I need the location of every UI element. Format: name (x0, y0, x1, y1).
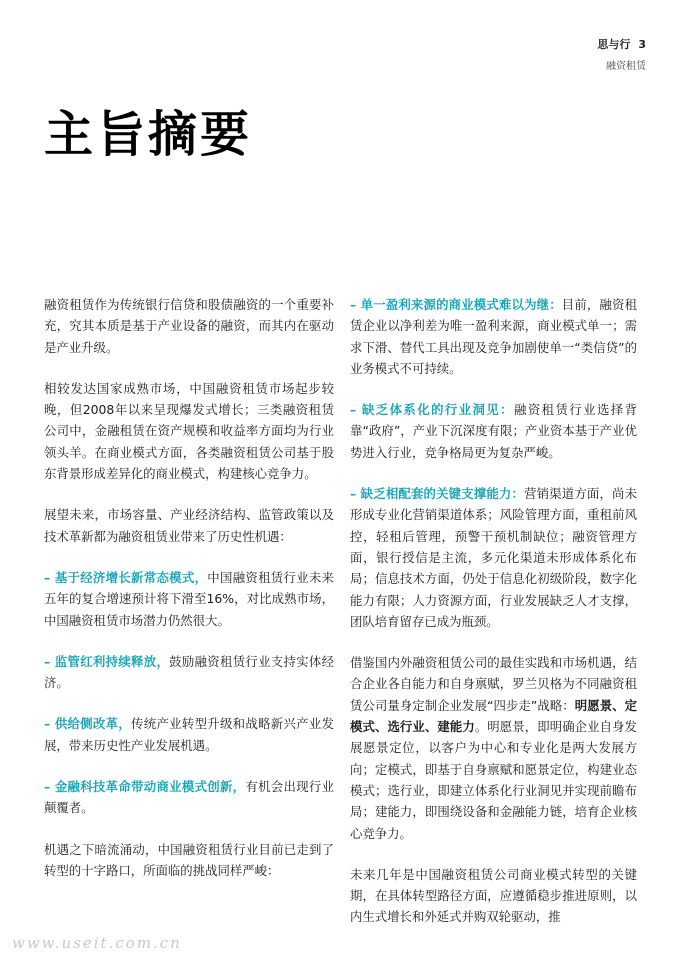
paragraph-intro: 融资租赁作为传统银行信贷和股债融资的一个重要补充，究其本质是基于产业设备的融资，而其内在驱动是产业升级。 (44, 297, 334, 355)
header-section: 思与行 (597, 38, 631, 51)
four-steps-emphasis: 明愿景、定模式、选行业、建能力 (350, 697, 638, 735)
paragraph-market: 相较发达国家成熟市场，中国融资租赁市场起步较晚，但2008年以来呈现爆发式增长；三类融资租赁公司中，金融租赁在资产规模和收益率方面均为行业领头羊。在商业模式方面，各类融资租赁公司基于股东背景形成差异化的商业模式，构建核心竞争力。 (44, 380, 334, 482)
bullet-text: 营销渠道方面，尚未形成专业化营销渠道体系；风险管理方面，重租前风控，轻租后管理，预警干预机制缺位；融资管理方面，银行授信是主流，多元化渠道未形成体系化布局；信息技术方面，仍处于信息化初级阶段，数字化能力有限；人力资源方面，行业发展缺乏人才支撑，团队培育留存已成为瓶颈。 (350, 486, 638, 629)
bullet-industry-insight (350, 399, 637, 463)
bullet-single-profit (350, 294, 637, 379)
four-steps-intro: 借鉴国内外融资租赁公司的最佳实践和市场机遇，结合企业各自能力和自身禀赋，罗兰贝格为不同融资租赁公司量身定制企业发展“四步走”战略： (350, 655, 637, 713)
bullet-capabilities (350, 483, 637, 632)
bullet-title: – 缺乏体系化的行业洞见： (350, 402, 515, 418)
bullet-text: 有机会出现行业颠覆者。 (44, 779, 335, 816)
header-section-line (597, 36, 646, 52)
bullet-economic-growth (44, 567, 334, 631)
bullet-regulatory (44, 651, 334, 694)
running-header (597, 36, 646, 72)
bullet-text: 鼓励融资租赁行业支持实体经济。 (44, 653, 335, 691)
bullet-title: – 单一盈利来源的商业模式难以为继： (350, 297, 562, 312)
bullet-title: – 金融科技革命带动商业模式创新， (44, 779, 246, 795)
watermark: www.useit.com.cn (12, 934, 182, 952)
paragraph-outlook: 展望未来，市场容量、产业经济结构、监管政策以及技术革新都为融资租赁业带来了历史性机遇： (44, 507, 334, 544)
bullet-text: 中国融资租赁行业未来五年的复合增速预计将下滑至16%，对比成熟市场，中国融资租赁市场潜力仍然很大。 (44, 569, 335, 628)
bullet-text: 传统产业转型升级和战略新兴产业发展，带来历史性产业发展机遇。 (44, 716, 334, 753)
bullet-fintech (44, 776, 334, 819)
paragraph-transformation: 未来几年是中国融资租赁公司商业模式转型的关键期，在具体转型路径方面，应遵循稳步推进原则，以内生式增长和外延式并购双轮驱动，推 (350, 866, 637, 925)
bullet-title: – 基于经济增长新常态模式， (44, 569, 208, 585)
page-number: 3 (638, 38, 646, 51)
bullet-supply-side (44, 713, 334, 756)
bullet-title: – 缺乏相配套的关键支撑能力： (350, 486, 525, 502)
paragraph-four-steps (350, 652, 637, 844)
bullet-text: 目前，融资租赁企业以净利差为唯一盈利来源，商业模式单一；需求下滑、替代工具出现及竞争加剧使单一“类信贷”的业务模式不可持续。 (350, 297, 637, 376)
right-column (350, 294, 637, 948)
bullet-title: – 供给侧改革， (44, 716, 132, 732)
left-column (44, 294, 334, 901)
bullet-text: 融资租赁行业选择背靠“政府”，产业下沉深度有限；产业资本基于产业优势进入行业，竞争格局更为复杂严峻。 (350, 402, 637, 460)
header-subtitle: 融资租赁 (606, 61, 646, 72)
bullet-title: – 监管红利持续释放， (44, 653, 170, 669)
four-steps-detail: 。明愿景，即明确企业自身发展愿景定位，以客户为中心和专业化是两大发展方向；定模式，即基于自身禀赋和愿景定位，构建业态模式；选行业，即建立体系化行业洞见并实现前瞻布局；建能力，即围绕设备和金融能力链，培育企业核心竞争力。 (350, 719, 638, 841)
paragraph-challenges: 机遇之下暗流涌动，中国融资租赁行业目前已走到了转型的十字路口，所面临的挑战同样严峻： (44, 841, 334, 878)
page-title: 主旨摘要 (44, 106, 253, 163)
